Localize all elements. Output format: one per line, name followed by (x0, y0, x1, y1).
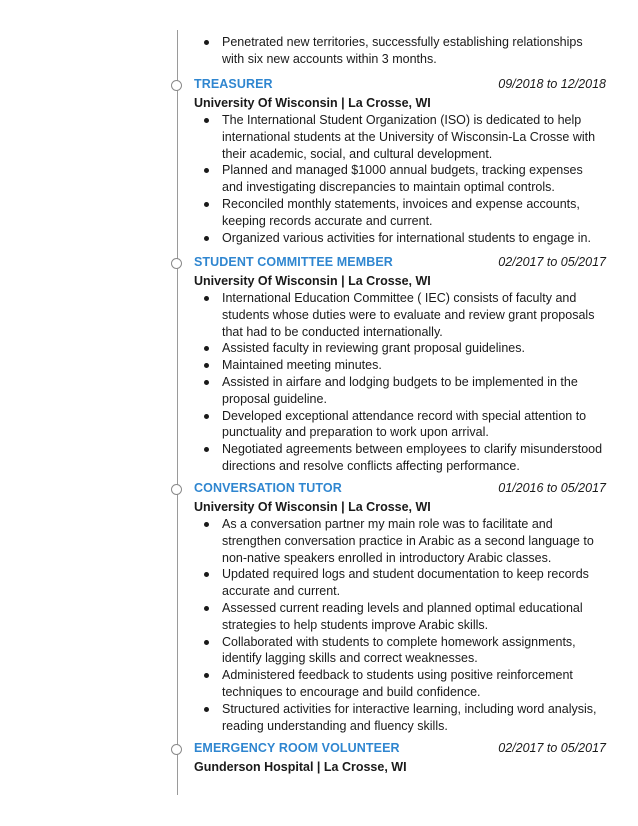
list-item: Assisted in airfare and lodging budgets to be implemented in the proposal guideline. (194, 374, 606, 408)
timeline-line (177, 30, 178, 795)
bullet-list (194, 516, 606, 734)
bullet-list (194, 112, 606, 246)
timeline-node (171, 80, 182, 91)
job-title: EMERGENCY ROOM VOLUNTEER (194, 741, 400, 755)
job-entry-conversation-tutor (194, 481, 606, 734)
list-item: Developed exceptional attendance record with special attention to punctuality and preparation to work upon arrival. (194, 408, 606, 442)
job-dates: 09/2018 to 12/2018 (498, 77, 606, 91)
job-organization: University Of Wisconsin | La Crosse, WI (194, 274, 431, 288)
job-entry-treasurer (194, 77, 606, 246)
list-item: Maintained meeting minutes. (194, 357, 606, 374)
list-item: Assisted faculty in reviewing grant proposal guidelines. (194, 340, 606, 357)
list-item: Reconciled monthly statements, invoices and expense accounts, keeping records accurate and current. (194, 196, 606, 230)
job-organization: University Of Wisconsin | La Crosse, WI (194, 96, 431, 110)
job-title: CONVERSATION TUTOR (194, 481, 342, 495)
bullet-list (194, 290, 606, 475)
job-dates: 01/2016 to 05/2017 (498, 481, 606, 495)
list-item: Updated required logs and student documentation to keep records accurate and current. (194, 566, 606, 600)
job-dates: 02/2017 to 05/2017 (498, 255, 606, 269)
job-organization: Gunderson Hospital | La Crosse, WI (194, 760, 407, 774)
list-item: As a conversation partner my main role was to facilitate and strengthen conversation practice in Arabic as a second language to non-native speakers enrolled in introductory Arabic classes. (194, 516, 606, 566)
previous-job-continuation (194, 34, 606, 68)
list-item: The International Student Organization (ISO) is dedicated to help international students at the University of Wisconsin-La Crosse with their academic, social, and cultural development. (194, 112, 606, 162)
list-item: Assessed current reading levels and planned optimal educational strategies to help students improve Arabic skills. (194, 600, 606, 634)
timeline-node (171, 744, 182, 755)
list-item: Planned and managed $1000 annual budgets, tracking expenses and investigating discrepancies to maintain optimal controls. (194, 162, 606, 196)
timeline-node (171, 258, 182, 269)
bullet-list (194, 34, 606, 68)
timeline-node (171, 484, 182, 495)
job-title: TREASURER (194, 77, 273, 91)
list-item: Penetrated new territories, successfully establishing relationships with six new accounts within 3 months. (194, 34, 606, 68)
list-item: Organized various activities for international students to engage in. (194, 230, 606, 247)
list-item: Administered feedback to students using positive reinforcement techniques to encourage and build confidence. (194, 667, 606, 701)
job-dates: 02/2017 to 05/2017 (498, 741, 606, 755)
job-entry-emergency-room-volunteer (194, 741, 606, 776)
job-entry-student-committee-member (194, 255, 606, 475)
job-title: STUDENT COMMITTEE MEMBER (194, 255, 393, 269)
list-item: International Education Committee ( IEC) consists of faculty and students whose duties were to evaluate and review grant proposals that had to be conducted internationally. (194, 290, 606, 340)
list-item: Collaborated with students to complete homework assignments, identify lagging skills and correct weaknesses. (194, 634, 606, 668)
list-item: Negotiated agreements between employees to clarify misunderstood directions and resolve conflicts affecting performance. (194, 441, 606, 475)
list-item: Structured activities for interactive learning, including word analysis, reading understanding and fluency skills. (194, 701, 606, 735)
job-organization: University Of Wisconsin | La Crosse, WI (194, 500, 431, 514)
